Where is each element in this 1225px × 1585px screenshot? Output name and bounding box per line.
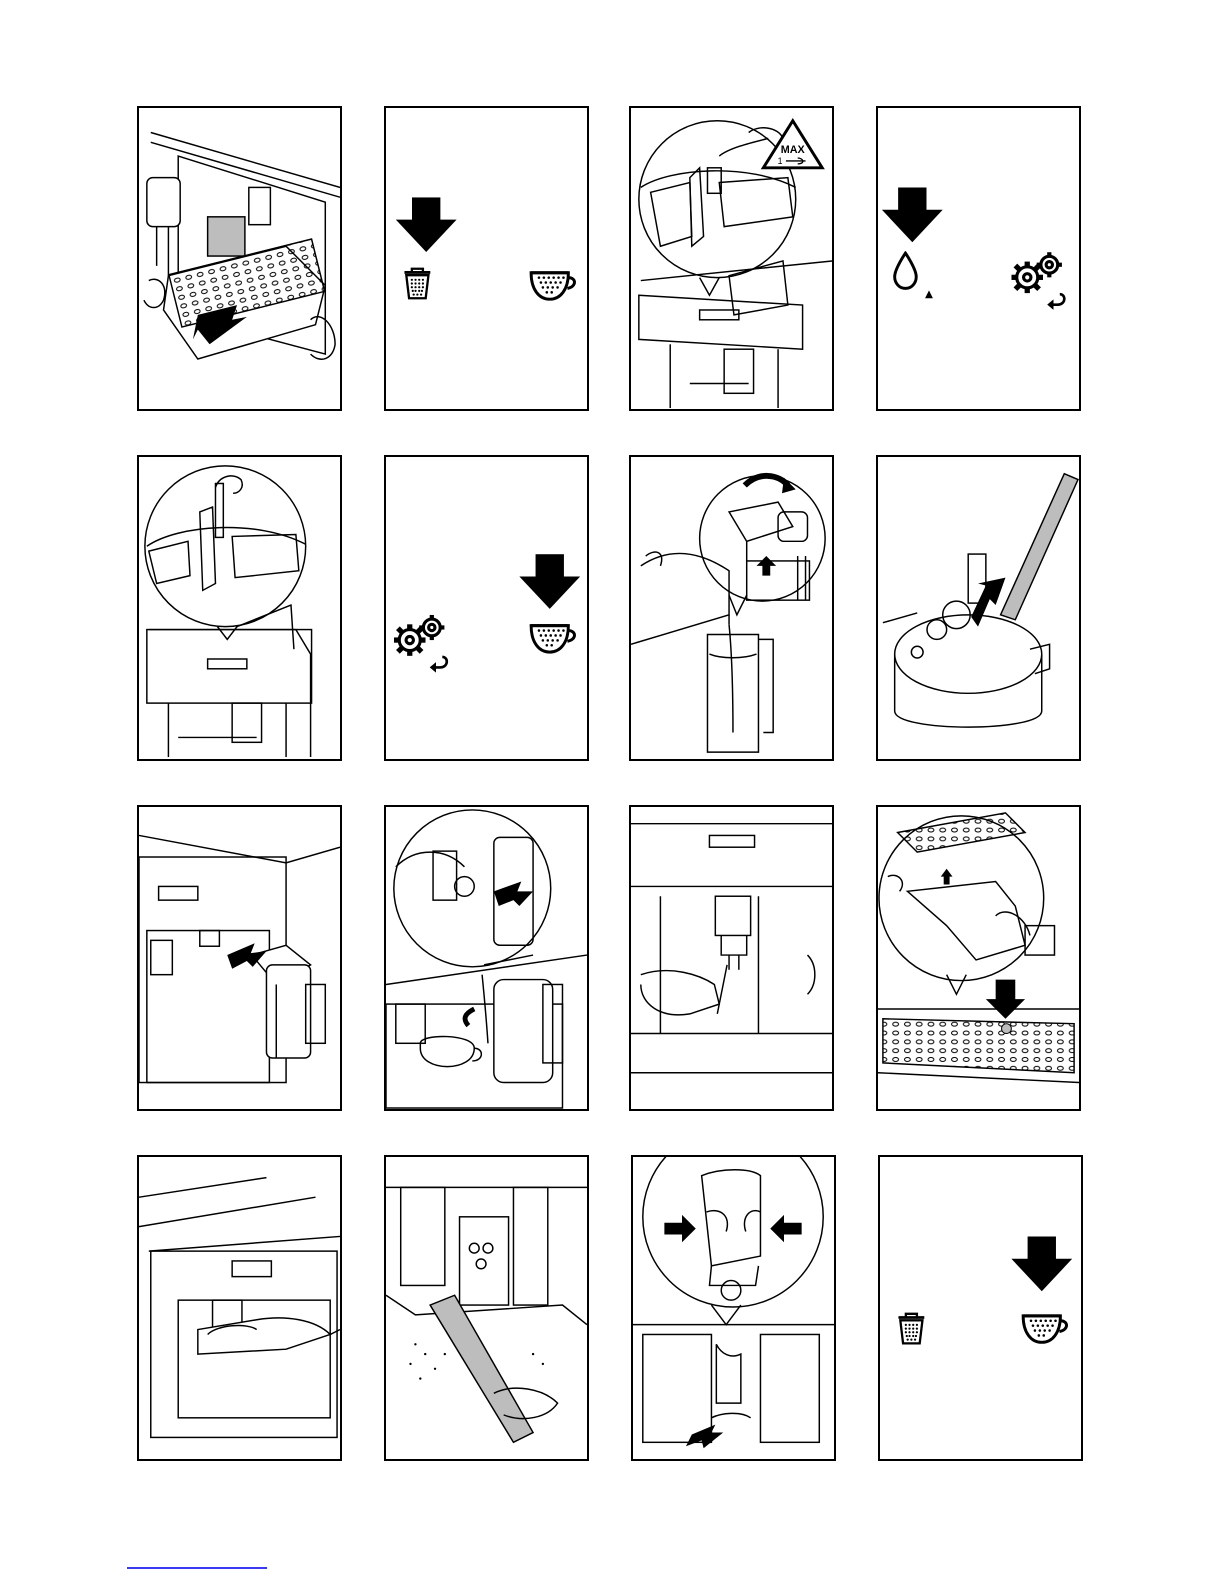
panel-milk-tube-connect	[384, 805, 589, 1111]
milk-container-filling-illustration	[631, 457, 832, 759]
tablet-insertion-illustration	[139, 457, 340, 759]
panel-vacuum-interior	[384, 1155, 589, 1461]
panel-milk-lid-cleaning	[876, 455, 1081, 761]
panel-powder-dosing	[629, 106, 834, 411]
milk-tube-connect-illustration	[386, 807, 587, 1109]
waste-bin-icon	[898, 1314, 924, 1344]
rotate-arrow-icon	[465, 1009, 474, 1026]
max-badge-label: MAX	[780, 144, 805, 157]
panel-wipe-outlet	[137, 1155, 342, 1461]
wipe-outlet-illustration	[139, 1157, 340, 1459]
down-arrow-icon	[986, 980, 1025, 1019]
nozzle-cleaning-illustration	[631, 807, 832, 1109]
panel-symbols-rinse-cup	[384, 455, 589, 761]
panel-milk-container-filling	[629, 455, 834, 761]
down-arrow-icon	[519, 554, 580, 609]
brew-unit-removal-illustration	[633, 1157, 834, 1459]
coffee-cup-icon	[1023, 1316, 1066, 1342]
panel-drip-tray-float	[876, 805, 1081, 1111]
panel-nozzle-cleaning	[629, 805, 834, 1111]
max-badge-count: 1	[777, 155, 783, 166]
panel-symbols-water-rinse	[876, 106, 1081, 411]
panel-symbols-empty-grounds-final	[878, 1155, 1083, 1461]
drip-tray-float-illustration	[878, 807, 1079, 1109]
milk-container-attach-illustration	[139, 807, 340, 1109]
water-drop-icon	[895, 253, 933, 298]
panel-tablet-insertion	[137, 455, 342, 761]
panel-symbols-empty-grounds	[384, 106, 589, 411]
down-arrow-icon	[1011, 1237, 1072, 1292]
milk-lid-cleaning-illustration	[878, 457, 1079, 759]
panel-milk-container-attach	[137, 805, 342, 1111]
waste-bin-icon	[404, 269, 430, 299]
gears-rinse-icon	[1011, 252, 1064, 310]
down-arrow-icon	[396, 197, 457, 252]
gears-rinse-icon	[394, 615, 447, 673]
pull-arrow-icon	[686, 1425, 723, 1449]
coffee-cup-icon	[531, 273, 574, 299]
panel-brew-unit-removal	[631, 1155, 836, 1461]
drip-tray-removal-illustration	[139, 108, 340, 409]
down-arrow-icon	[882, 188, 943, 243]
powder-dosing-illustration	[631, 108, 832, 409]
coffee-cup-icon	[531, 626, 574, 652]
footer-link-underline[interactable]	[127, 1567, 267, 1569]
vacuum-interior-illustration	[386, 1157, 587, 1459]
panel-drip-tray-removal	[137, 106, 342, 411]
